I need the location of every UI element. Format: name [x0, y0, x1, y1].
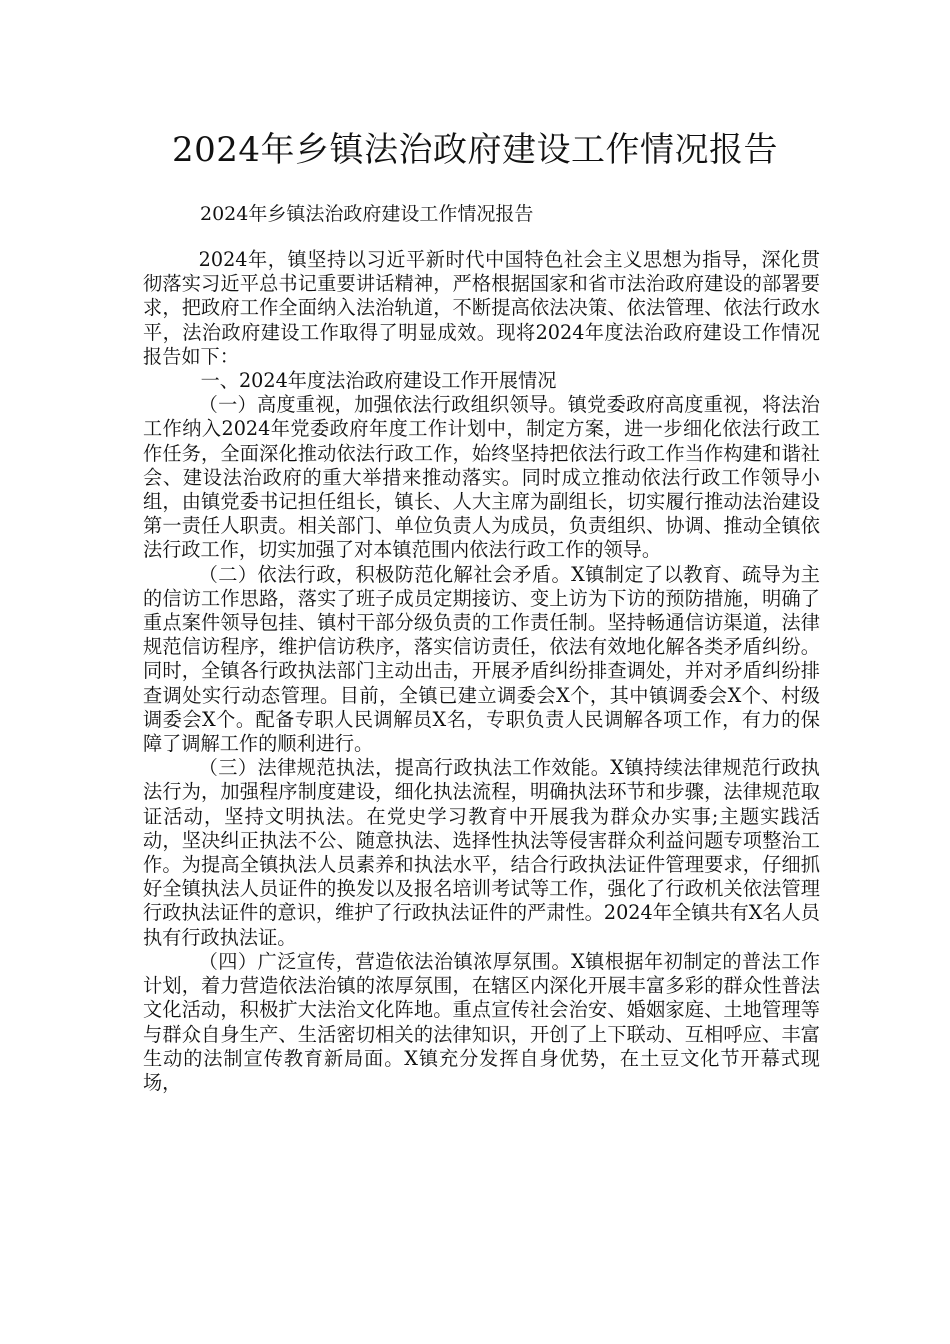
paragraph-item-1: （一）高度重视，加强依法行政组织领导。镇党委政府高度重视，将法治工作纳入2024年党委政府年度工作计划中，制定方案，进一步细化依法行政工作任务，全面深化推动依法行政工作，始终坚持把依法行政工作当作构建和谐社会、建设法治政府的重大举措来推动落实。同时成立推动依法行政工作领导小组，由镇党委书记担任组长，镇长、人大主席为副组长，切实履行推动法治建设第一责任人职责。相关部门、单位负责人为成员，负责组织、协调、推动全镇依法行政工作，切实加强了对本镇范围内依法行政工作的领导。	[143, 393, 820, 562]
document-subtitle: 2024年乡镇法治政府建设工作情况报告	[200, 203, 534, 225]
paragraph-intro: 2024年，镇坚持以习近平新时代中国特色社会主义思想为指导，深化贯彻落实习近平总书记重要讲话精神，严格根据国家和省市法治政府建设的部署要求，把政府工作全面纳入法治轨道，不断提高依法决策、依法管理、依法行政水平，法治政府建设工作取得了明显成效。现将2024年度法治政府建设工作情况报告如下：	[143, 248, 820, 368]
document-title: 2024年乡镇法治政府建设工作情况报告	[171, 130, 779, 170]
section-heading: 一、2024年度法治政府建设工作开展情况	[200, 369, 557, 393]
paragraph-item-4: （四）广泛宣传，营造依法治镇浓厚氛围。X镇根据年初制定的普法工作计划，着力营造依法治镇的浓厚氛围，在辖区内深化开展丰富多彩的群众性普法文化活动，积极扩大法治文化阵地。重点宣传社会治安、婚姻家庭、土地管理等与群众自身生产、生活密切相关的法律知识，开创了上下联动、互相呼应、丰富生动的法制宣传教育新局面。X镇充分发挥自身优势，在土豆文化节开幕式现场，	[143, 949, 820, 1094]
document-body	[143, 248, 820, 1095]
paragraph-item-2: （二）依法行政，积极防范化解社会矛盾。X镇制定了以教育、疏导为主的信访工作思路，落实了班子成员定期接访、变上访为下访的预防措施，明确了重点案件领导包挂、镇村干部分级负责的工作责任制。坚持畅通信访渠道，法律规范信访程序，维护信访秩序，落实信访责任，依法有效地化解各类矛盾纠纷。同时，全镇各行政执法部门主动出击，开展矛盾纠纷排查调处，并对矛盾纠纷排查调处实行动态管理。目前，全镇已建立调委会X个，其中镇调委会X个、村级调委会X个。配备专职人民调解员X名，专职负责人民调解各项工作，有力的保障了调解工作的顺利进行。	[143, 562, 820, 756]
paragraph-item-3: （三）法律规范执法，提高行政执法工作效能。X镇持续法律规范行政执法行为，加强程序制度建设，细化执法流程，明确执法环节和步骤，法律规范取证活动，坚持文明执法。在党史学习教育中开展我为群众办实事;主题实践活动，坚决纠正执法不公、随意执法、选择性执法等侵害群众利益问题专项整治工作。为提高全镇执法人员素养和执法水平，结合行政执法证件管理要求，仔细抓好全镇执法人员证件的换发以及报名培训考试等工作，强化了行政机关依法管理行政执法证件的意识，维护了行政执法证件的严肃性。2024年全镇共有X名人员执有行政执法证。	[143, 756, 820, 949]
